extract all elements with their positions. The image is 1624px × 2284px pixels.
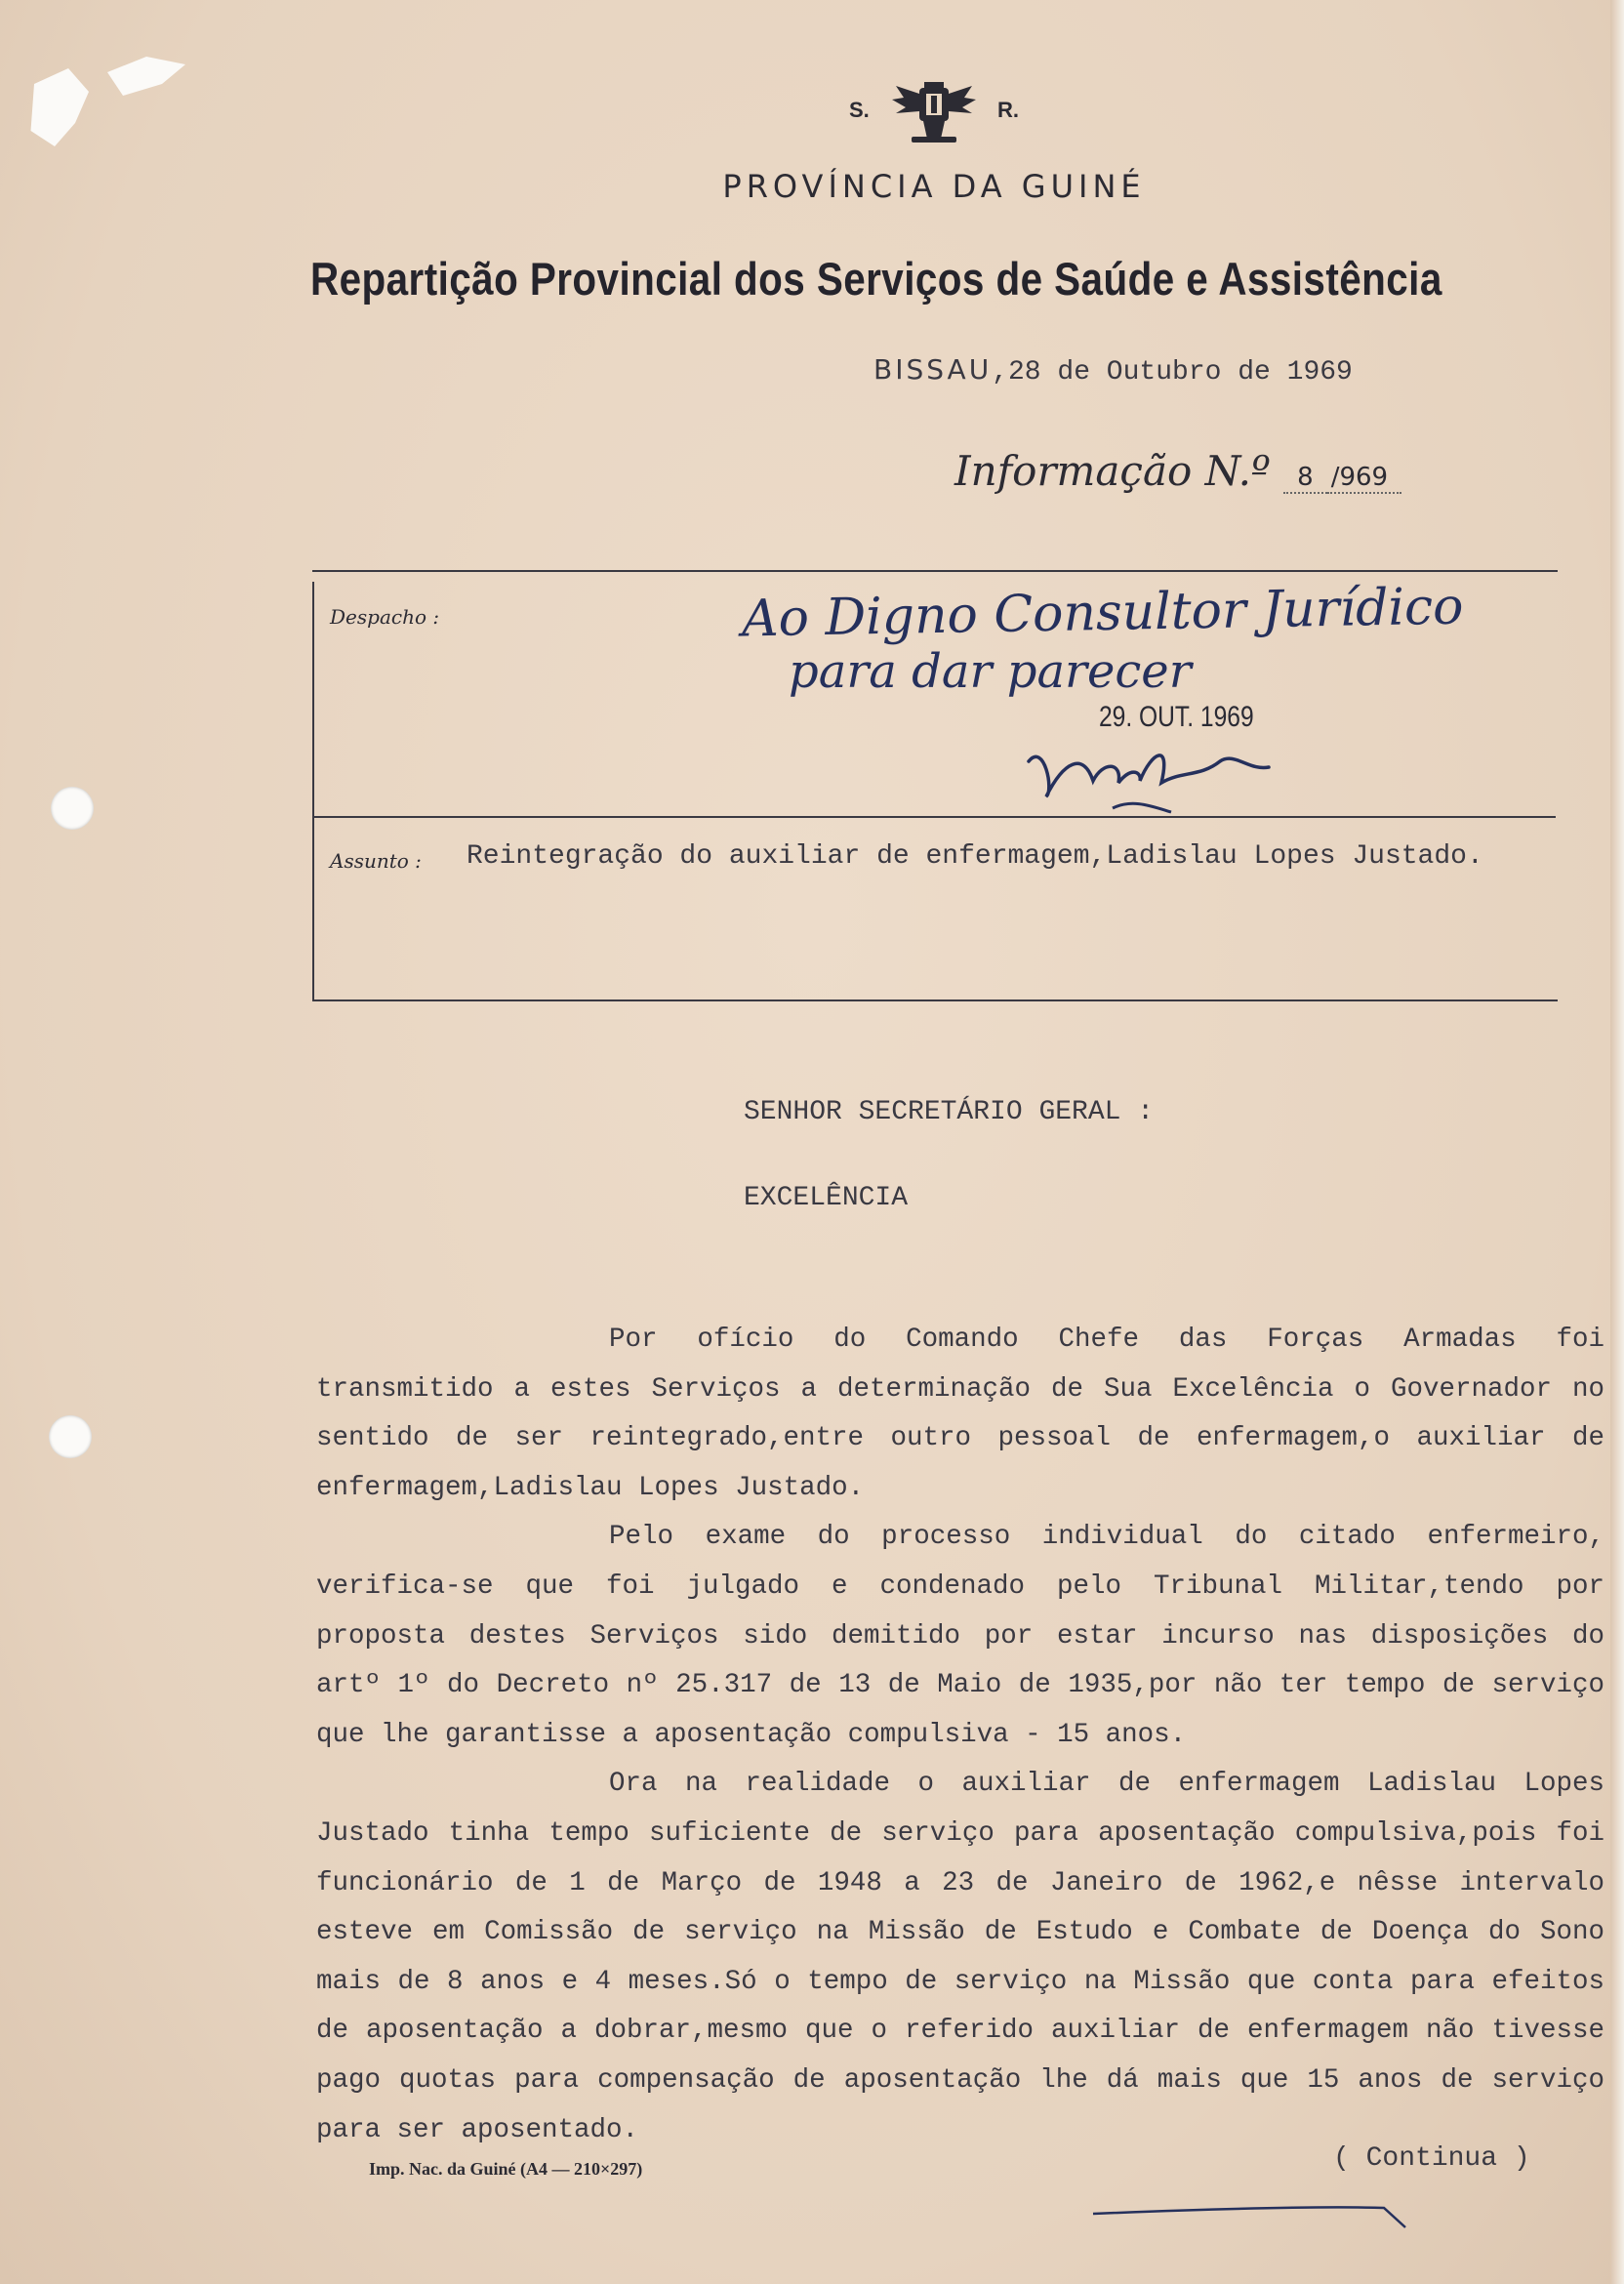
place: BISSAU — [873, 353, 993, 386]
page-edge — [1610, 0, 1624, 2284]
information-label: Informação N.º — [954, 447, 1271, 495]
box-middle-rule — [312, 816, 1556, 818]
pen-stroke-icon — [1091, 2194, 1413, 2233]
punch-hole — [51, 787, 94, 830]
province-name: PROVÍNCIA DA GUINÉ — [722, 168, 1146, 205]
information-year: /969 — [1327, 463, 1401, 494]
torn-corner — [27, 68, 96, 146]
box-top-rule — [312, 570, 1558, 572]
subject-label: Assunto : — [330, 849, 422, 873]
punch-hole — [49, 1415, 92, 1458]
box-left-rule — [312, 582, 314, 1001]
place-and-date — [873, 353, 1353, 387]
subject-text: Reintegração do auxiliar de enfermagem,Ladislau Lopes Justado. — [467, 841, 1483, 872]
paragraph: Por ofício do Comando Chefe das Forças Armadas foi transmitido a estes Serviços a determinação de Sua Excelência o Governador no sentido de ser reintegrado,entre outro pessoal de enfermagem,o auxiliar de enfermagem,Ladislau Lopes Justado. — [316, 1325, 1604, 1503]
date-stamp: 29. OUT. 1969 — [1099, 701, 1254, 733]
salutation-line2: EXCELÊNCIA — [744, 1183, 909, 1213]
printer-imprint: Imp. Nac. da Guiné (A4 — 210×297) — [369, 2159, 643, 2179]
date: ,28 de Outubro de 1969 — [992, 357, 1353, 387]
torn-corner-fragment — [107, 57, 185, 96]
signature-icon — [1025, 722, 1279, 820]
letterhead-initial-left: S. — [849, 98, 870, 122]
information-number — [954, 447, 1401, 495]
paragraph: Pelo exame do processo individual do citado enfermeiro, verifica-se que foi julgado e condenado pelo Tribunal Militar,tendo por proposta destes Serviços sido demitido por estar incurso nas disposições do artº 1º do Decreto nº 25.317 de 13 de Maio de 1935,por não ter tempo de serviço que lhe garantisse a aposentação compulsiva - 15 anos. — [316, 1522, 1604, 1750]
dispatch-handwriting-line2: para dar parecer — [789, 644, 1192, 699]
office-title: Repartição Provincial dos Serviços de Saúde e Assistência — [310, 253, 1442, 305]
dispatch-handwriting-line1: Ao Digno Consultor Jurídico — [741, 577, 1464, 649]
paragraph: Ora na realidade o auxiliar de enfermagem Ladislau Lopes Justado tinha tempo suficiente de serviço para aposentação compulsiva,pois foi funcionário de 1 de Março de 1948 a 23 de Janeiro de 1962,e nêsse intervalo esteve em Comissão de serviço na Missão de Estudo e Combate de Doença do Sono mais de 8 anos e 4 meses.Só o tempo de serviço na Missão que conta para efeitos de aposentação a dobrar,mesmo que o referido auxiliar de enfermagem não tivesse pago quotas para compensação de aposentação lhe dá mais que 15 anos de serviço para ser aposentado. — [316, 1769, 1604, 2145]
continues-note: ( Continua ) — [1333, 2143, 1530, 2174]
letterhead-initial-right: R. — [997, 98, 1019, 122]
information-number-value: 8 — [1283, 463, 1327, 494]
box-bottom-rule — [312, 999, 1558, 1001]
coat-of-arms-icon — [890, 80, 978, 148]
dispatch-label: Despacho : — [330, 605, 440, 629]
salutation-line1: SENHOR SECRETÁRIO GERAL : — [744, 1097, 1155, 1127]
letter-body — [316, 1316, 1604, 2155]
